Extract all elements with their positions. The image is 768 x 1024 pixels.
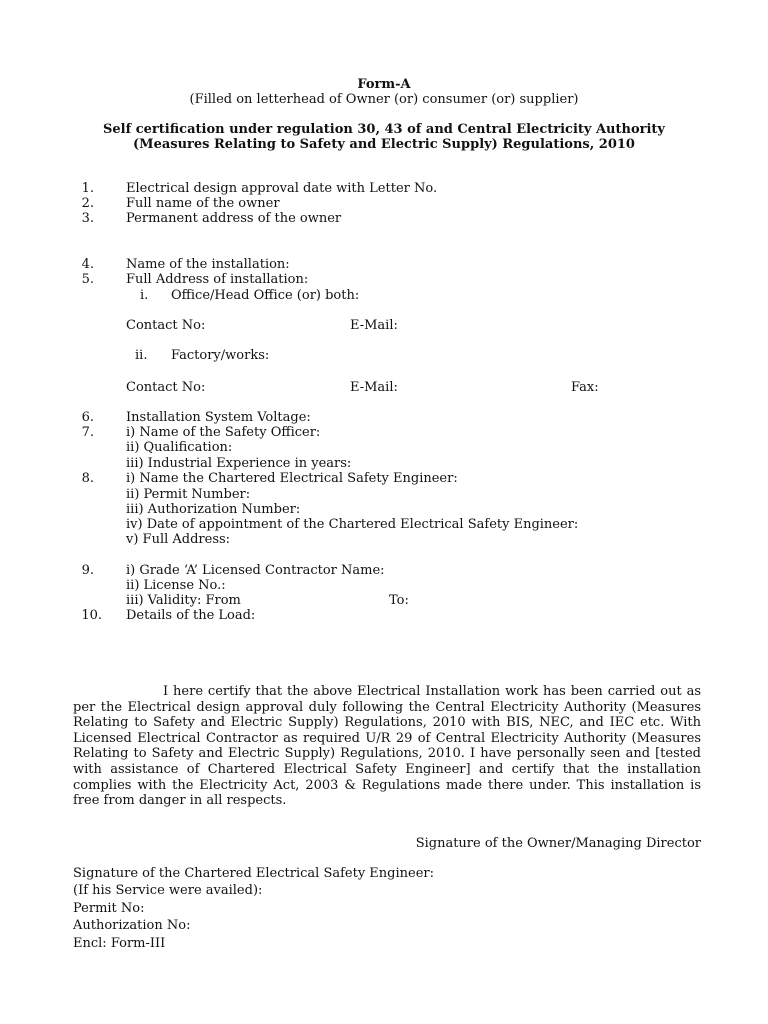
item-number-8: 8. — [81, 471, 94, 486]
item-4-text: Name of the installation: — [126, 257, 290, 272]
item-7-line-a: i) Name of the Safety Officer: — [126, 425, 321, 440]
owner-signature-label: Signature of the Owner/Managing Director — [415, 836, 701, 851]
item-number-6: 6. — [81, 410, 94, 425]
item-5-text: Full Address of installation: — [126, 272, 309, 287]
contact-label-2: Contact No: — [126, 380, 206, 395]
permit-label: Permit No: — [73, 901, 145, 916]
engineer-signature-label: Signature of the Chartered Electrical Safety Engineer: — [73, 866, 434, 881]
item-9-line-a: i) Grade ‘A’ Licensed Contractor Name: — [126, 563, 385, 578]
item-8-line-e: v) Full Address: — [126, 532, 231, 547]
sub-item-ii-number: ii. — [135, 348, 148, 363]
item-6-text: Installation System Voltage: — [126, 410, 311, 425]
contact-label-1: Contact No: — [126, 318, 206, 333]
item-number-2: 2. — [81, 196, 94, 211]
item-3-text: Permanent address of the owner — [126, 211, 342, 226]
item-1-text: Electrical design approval date with Letter No. — [126, 181, 438, 196]
item-7-line-b: ii) Qualification: — [126, 440, 233, 455]
sub-item-i-text: Office/Head Office (or) both: — [171, 288, 360, 303]
item-number-3: 3. — [81, 211, 94, 226]
authorization-label: Authorization No: — [73, 918, 191, 933]
item-number-10: 10. — [81, 608, 102, 623]
form-title: Form-A — [357, 77, 411, 92]
item-9-line-c: iii) Validity: From — [126, 593, 241, 608]
item-8-line-b: ii) Permit Number: — [126, 487, 251, 502]
item-9-to-label: To: — [389, 593, 409, 608]
item-number-9: 9. — [81, 563, 94, 578]
item-number-4: 4. — [81, 257, 94, 272]
item-7-line-c: iii) Industrial Experience in years: — [126, 456, 352, 471]
heading-line-1: Self certification under regulation 30, 43 of and Central Electricity Authority — [103, 122, 665, 137]
item-8-line-d: iv) Date of appointment of the Chartered Electrical Safety Engineer: — [126, 517, 579, 532]
item-8-line-a: i) Name the Chartered Electrical Safety Engineer: — [126, 471, 458, 486]
item-number-1: 1. — [81, 181, 94, 196]
certification-paragraph: I here certify that the above Electrical Installation work has been carried out as per the Electrical design approval duly following the Central Electricity Authority (Measures Relating to Safety and Electric Supply) Regulations, 2010 with BIS, NEC, and IEC etc. With Licensed Electrical Contractor as required U/R 29 of Central Electricity Authority (Measures Relating to Safety and Electric Supply) Regulations, 2010. I have personally seen and [tested with assistance of Chartered Electrical Safety Engineer] and certify that the installation complies with the Electricity Act, 2003 & Regulations made there under. This installation is free from danger in all respects. — [73, 684, 701, 809]
fax-label: Fax: — [571, 380, 599, 395]
sub-item-i-number: i. — [140, 288, 149, 303]
item-number-5: 5. — [81, 272, 94, 287]
heading-line-2: (Measures Relating to Safety and Electric Supply) Regulations, 2010 — [133, 137, 635, 152]
item-2-text: Full name of the owner — [126, 196, 280, 211]
item-10-text: Details of the Load: — [126, 608, 256, 623]
item-number-7: 7. — [81, 425, 94, 440]
email-label-2: E-Mail: — [350, 380, 398, 395]
service-note: (If his Service were availed): — [73, 883, 263, 898]
sub-item-ii-text: Factory/works: — [171, 348, 270, 363]
form-subtitle: (Filled on letterhead of Owner (or) consumer (or) supplier) — [189, 92, 579, 107]
item-8-line-c: iii) Authorization Number: — [126, 502, 301, 517]
email-label-1: E-Mail: — [350, 318, 398, 333]
enclosure-label: Encl: Form-III — [73, 936, 166, 951]
item-9-line-b: ii) License No.: — [126, 578, 226, 593]
